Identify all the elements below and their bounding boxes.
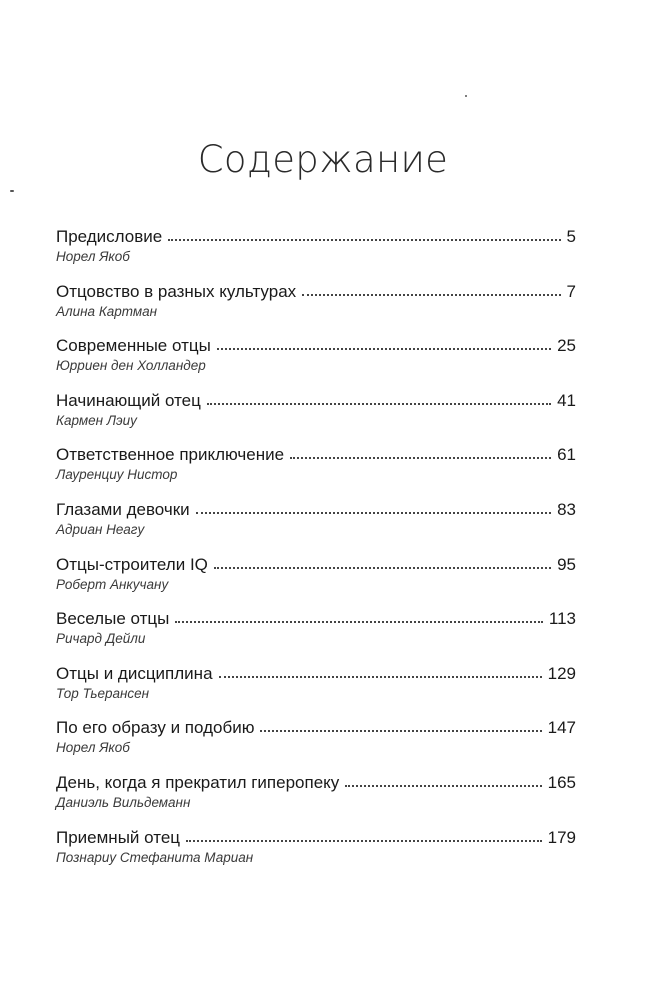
toc-entry[interactable]	[56, 825, 576, 880]
page-title: Содержание	[197, 138, 449, 181]
toc-entry-title: Начинающий отец	[56, 390, 201, 410]
toc-entry-title: Современные отцы	[56, 336, 211, 356]
toc-entry-title: Веселые отцы	[56, 609, 170, 629]
toc-page-number: 179	[547, 827, 576, 847]
toc-page-number: 83	[557, 499, 576, 519]
toc-entry-title: Отцы и дисциплина	[56, 663, 213, 683]
toc-entry[interactable]	[56, 606, 576, 661]
dot-leader	[345, 785, 541, 787]
dot-leader	[175, 621, 543, 623]
toc-entry[interactable]	[56, 661, 576, 716]
dot-leader	[290, 457, 551, 459]
toc-entry-author: Юрриен ден Холландер	[56, 358, 206, 374]
toc-page-number: 41	[557, 390, 576, 410]
toc-entry-author: Адриан Неагу	[56, 521, 145, 537]
toc-entry-author: Познариу Стефанита Мариан	[56, 849, 254, 865]
toc-page-number: 7	[566, 281, 576, 301]
toc-entry-title: Отцовство в разных культурах	[56, 281, 297, 301]
toc-page-number: 5	[566, 227, 576, 246]
toc-entry-author: Роберт Анкучану	[56, 576, 169, 592]
dot-leader	[168, 239, 560, 241]
scan-speck	[465, 95, 467, 97]
dot-leader	[260, 730, 541, 732]
toc-entry-author: Лауренциу Нистор	[56, 467, 178, 483]
scan-speck	[10, 190, 14, 192]
dot-leader	[214, 567, 551, 569]
toc-entry[interactable]	[56, 333, 576, 388]
toc-entry-author: Кармен Лэиу	[56, 412, 137, 428]
toc-entry-author: Ричард Дейли	[56, 631, 146, 647]
dot-leader	[219, 676, 542, 678]
dot-leader	[217, 348, 551, 350]
toc-entry-title: Отцы-строители IQ	[56, 554, 208, 574]
toc-entry-author: Алина Картман	[56, 303, 158, 319]
toc-page-number: 165	[547, 772, 576, 792]
toc-entry[interactable]	[56, 497, 576, 552]
dot-leader	[196, 512, 551, 514]
toc-entry[interactable]	[56, 224, 576, 279]
toc-entry-title: Глазами девочки	[56, 499, 190, 519]
toc-entry[interactable]	[56, 770, 576, 825]
toc-entry-author: Норел Якоб	[56, 249, 130, 264]
toc-entry[interactable]	[56, 442, 576, 497]
toc-entry[interactable]	[56, 279, 576, 334]
toc-entry-author: Тор Тьерансен	[56, 685, 150, 701]
toc-page-number: 113	[548, 609, 576, 629]
toc-entry-title: Приемный отец	[56, 827, 181, 847]
toc-page-number: 25	[557, 336, 576, 356]
toc-entry-author: Даниэль Вильдеманн	[56, 794, 191, 810]
toc-entry-title: День, когда я прекратил гиперопеку	[56, 772, 340, 792]
toc-entry[interactable]	[56, 715, 576, 770]
dot-leader	[186, 840, 542, 842]
toc-entry[interactable]	[56, 552, 576, 607]
toc-entry-title: По его образу и подобию	[56, 718, 255, 738]
toc-page-number: 129	[547, 663, 576, 683]
toc-page-number: 95	[557, 554, 576, 574]
dot-leader	[207, 403, 551, 405]
toc-entry[interactable]	[56, 388, 576, 443]
table-of-contents	[56, 224, 576, 879]
dot-leader	[302, 294, 560, 296]
toc-page-number: 147	[547, 718, 576, 738]
toc-entry-title: Ответственное приключение	[56, 445, 285, 465]
toc-entry-author: Норел Якоб	[56, 740, 130, 756]
toc-entry-title: Предисловие	[56, 227, 163, 246]
toc-page-number: 61	[557, 445, 576, 465]
